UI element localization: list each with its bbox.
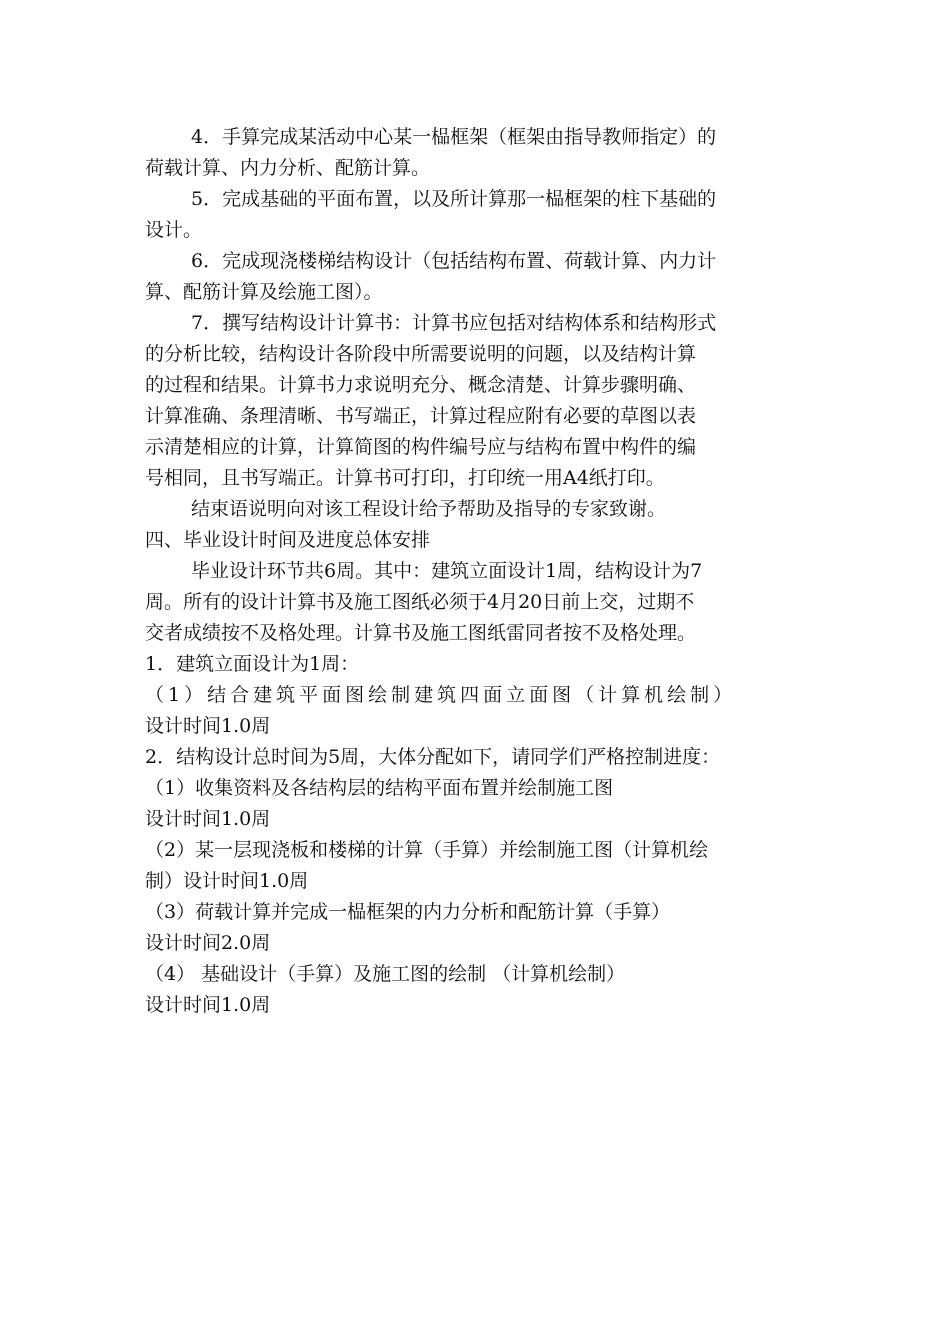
item-4-line-2: 荷载计算、内力分析、配筋计算。 <box>145 157 431 179</box>
item-7-line-4: 计算准确、条理清晰、书写端正，计算过程应附有必要的草图以表 <box>145 405 697 427</box>
phase-2-heading: 2．结构设计总时间为5周，大体分配如下，请同学们严格控制进度： <box>145 746 721 768</box>
item-7-line-3: 的过程和结果。计算书力求说明充分、概念清楚、计算步骤明确、 <box>145 374 697 396</box>
phase-2-task-2-line-2: 制）设计时间1.0周 <box>145 870 309 892</box>
phase-1-task-1-time: 设计时间1.0周 <box>145 715 271 737</box>
document-body <box>145 122 807 1021</box>
item-5-line-1: 5．完成基础的平面布置，以及所计算那一榀框架的柱下基础的 <box>191 188 717 210</box>
section-heading-4: 四、毕业设计时间及进度总体安排 <box>145 529 431 551</box>
item-6-line-1: 6．完成现浇楼梯结构设计（包括结构布置、荷载计算、内力计 <box>191 250 717 272</box>
phase-2-task-3-time: 设计时间2.0周 <box>145 932 271 954</box>
item-7-line-6: 号相同，且书写端正。计算书可打印，打印统一用A4纸打印。 <box>145 467 665 489</box>
schedule-line-2: 周。所有的设计计算书及施工图纸必须于4月20日前上交，过期不 <box>145 591 695 613</box>
closing-remark: 结束语说明向对该工程设计给予帮助及指导的专家致谢。 <box>191 498 667 520</box>
item-7-line-5: 示清楚相应的计算，计算简图的构件编号应与结构布置中构件的编 <box>145 436 697 458</box>
phase-2-task-1-time: 设计时间1.0周 <box>145 808 271 830</box>
phase-1-task-1: （1）结合建筑平面图绘制建筑四面立面图（计算机绘制） <box>145 684 737 706</box>
item-7-line-1: 7．撰写结构设计计算书：计算书应包括对结构体系和结构形式 <box>191 312 717 334</box>
item-5-line-2: 设计。 <box>145 219 203 241</box>
item-7-line-2: 的分析比较，结构设计各阶段中所需要说明的问题，以及结构计算 <box>145 343 697 365</box>
item-6-line-2: 算、配筋计算及绘施工图）。 <box>145 281 383 303</box>
schedule-line-3: 交者成绩按不及格处理。计算书及施工图纸雷同者按不及格处理。 <box>145 622 697 644</box>
phase-1-heading: 1．建筑立面设计为1周： <box>145 653 360 675</box>
item-4-line-1: 4．手算完成某活动中心某一榀框架（框架由指导教师指定）的 <box>191 126 717 148</box>
phase-2-task-3: （3）荷载计算并完成一榀框架的内力分析和配筋计算（手算） <box>145 901 671 923</box>
phase-2-task-4-time: 设计时间1.0周 <box>145 994 271 1016</box>
phase-2-task-1: （1）收集资料及各结构层的结构平面布置并绘制施工图 <box>145 777 614 799</box>
schedule-line-1: 毕业设计环节共6周。其中：建筑立面设计1周，结构设计为7 <box>191 560 703 582</box>
phase-2-task-2-line-1: （2）某一层现浇板和楼梯的计算（手算）并绘制施工图（计算机绘 <box>145 839 709 861</box>
phase-2-task-4: （4） 基础设计（手算）及施工图的绘制 （计算机绘制） <box>145 963 626 985</box>
